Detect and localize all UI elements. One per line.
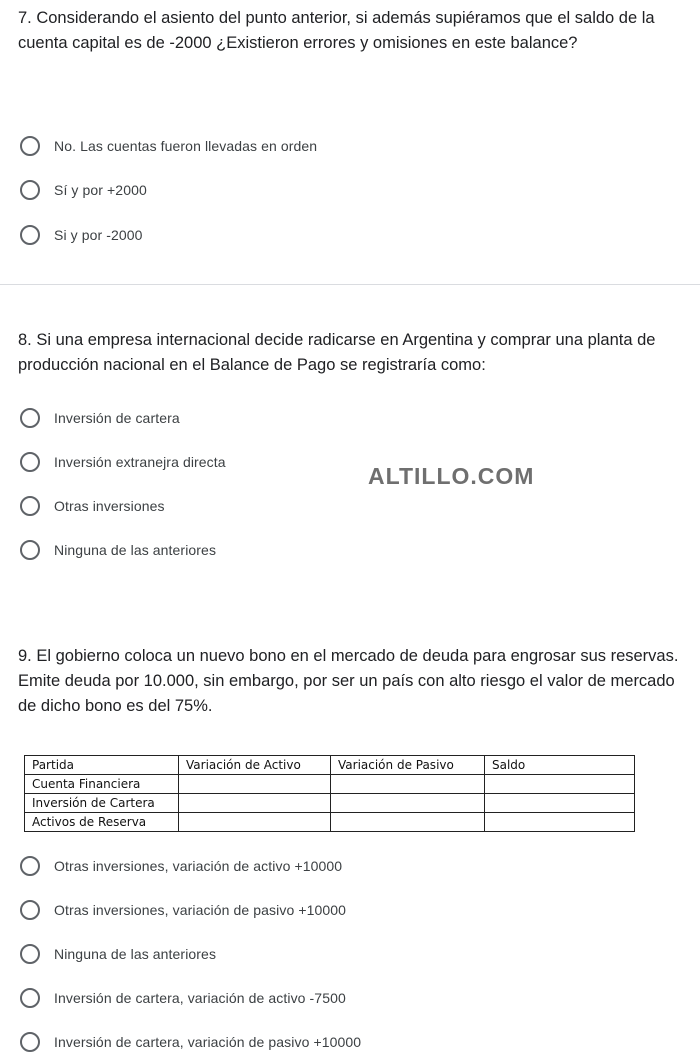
table-header-cell: Saldo xyxy=(485,756,635,775)
option-label: Ninguna de las anteriores xyxy=(54,946,217,962)
q9-option-4[interactable] xyxy=(20,987,346,1009)
table-cell xyxy=(331,794,485,813)
table-cell xyxy=(485,813,635,832)
option-label: Otras inversiones xyxy=(54,498,165,514)
table-cell xyxy=(179,794,331,813)
option-label: No. Las cuentas fueron llevadas en orden xyxy=(54,138,318,154)
q9-option-1[interactable] xyxy=(20,855,342,877)
table-row xyxy=(25,794,635,813)
radio-button-icon[interactable] xyxy=(20,180,40,200)
option-label: Inversión de cartera, variación de activo -7500 xyxy=(54,990,346,1006)
radio-button-icon[interactable] xyxy=(20,900,40,920)
option-label: Otras inversiones, variación de pasivo +10000 xyxy=(54,902,347,918)
table-header-cell: Partida xyxy=(25,756,179,775)
q9-option-5[interactable] xyxy=(20,1031,361,1053)
table-header-row xyxy=(25,756,635,775)
table-cell xyxy=(179,775,331,794)
q9-option-2[interactable] xyxy=(20,899,346,921)
q9-option-3[interactable] xyxy=(20,943,216,965)
table-row xyxy=(25,813,635,832)
radio-button-icon[interactable] xyxy=(20,944,40,964)
q7-option-3[interactable] xyxy=(20,224,143,246)
option-label: Otras inversiones, variación de activo +10000 xyxy=(54,858,343,874)
option-label: Inversión de cartera, variación de pasivo +10000 xyxy=(54,1034,362,1050)
question-8 xyxy=(18,328,688,378)
table-cell: Inversión de Cartera xyxy=(25,794,179,813)
question-9 xyxy=(18,644,688,719)
table-cell xyxy=(331,813,485,832)
option-label: Ninguna de las anteriores xyxy=(54,542,217,558)
table-cell xyxy=(179,813,331,832)
radio-button-icon[interactable] xyxy=(20,496,40,516)
radio-button-icon[interactable] xyxy=(20,452,40,472)
question-7 xyxy=(18,6,688,56)
watermark-text: ALTILLO.COM xyxy=(368,463,535,489)
table-header-cell: Variación de Pasivo xyxy=(331,756,485,775)
table-cell xyxy=(485,775,635,794)
q8-option-3[interactable] xyxy=(20,495,165,517)
table-cell: Cuenta Financiera xyxy=(25,775,179,794)
radio-button-icon[interactable] xyxy=(20,225,40,245)
option-label: Inversión de cartera xyxy=(54,410,180,426)
question-7-title: 7. Considerando el asiento del punto anterior, si además supiéramos que el saldo de la cuenta capital es de -2000 ¿Existieron errores y omisiones en este balance? xyxy=(18,9,655,52)
table-cell xyxy=(485,794,635,813)
q8-option-4[interactable] xyxy=(20,539,216,561)
radio-button-icon[interactable] xyxy=(20,136,40,156)
option-label: Sí y por +2000 xyxy=(54,182,147,198)
table-cell xyxy=(331,775,485,794)
radio-button-icon[interactable] xyxy=(20,1032,40,1052)
question-8-title: 8. Si una empresa internacional decide radicarse en Argentina y comprar una planta de producción nacional en el Balance de Pago se registraría como: xyxy=(18,331,656,374)
q8-option-2[interactable] xyxy=(20,451,226,473)
balance-table xyxy=(24,755,635,832)
question-9-title: 9. El gobierno coloca un nuevo bono en el mercado de deuda para engrosar sus reservas. Emite deuda por 10.000, sin embargo, por ser un país con alto riesgo el valor de mercado de dicho bono es del 75%. xyxy=(18,647,679,715)
radio-button-icon[interactable] xyxy=(20,540,40,560)
section-divider xyxy=(0,284,700,285)
table-cell: Activos de Reserva xyxy=(25,813,179,832)
table-row xyxy=(25,775,635,794)
option-label: Inversión extranejra directa xyxy=(54,454,226,470)
radio-button-icon[interactable] xyxy=(20,988,40,1008)
option-label: Si y por -2000 xyxy=(54,227,143,243)
radio-button-icon[interactable] xyxy=(20,856,40,876)
radio-button-icon[interactable] xyxy=(20,408,40,428)
q7-option-1[interactable] xyxy=(20,135,317,157)
q7-option-2[interactable] xyxy=(20,179,147,201)
q8-option-1[interactable] xyxy=(20,407,180,429)
table-header-cell: Variación de Activo xyxy=(179,756,331,775)
